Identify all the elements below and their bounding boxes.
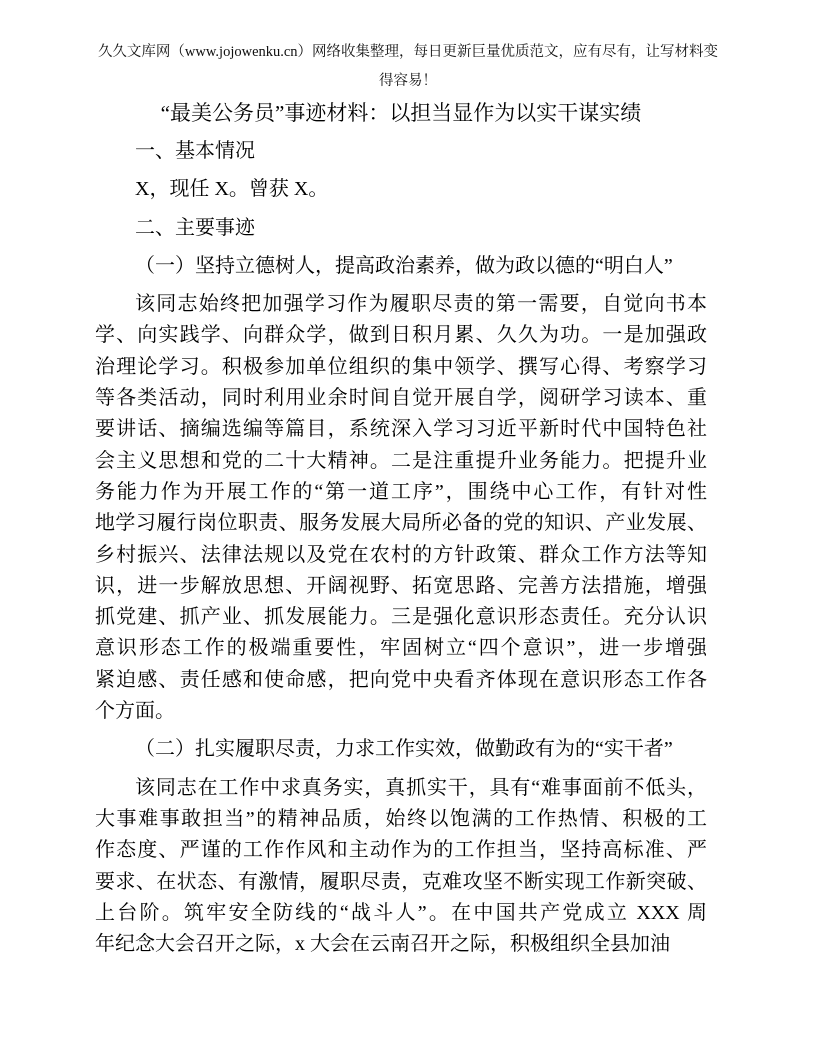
text-line: （一）坚持立德树人，提高政治素养，做为政以德的“明白人”: [135, 254, 673, 277]
text-line: 会主义思想和党的二十大精神。二是注重提升业务能力。把提升业: [95, 449, 707, 472]
text-line: 年纪念大会召开之际，x 大会在云南召开之际，积极组织全县加油: [95, 933, 670, 956]
site-watermark-header: [68, 38, 748, 96]
text-line: 该同志始终把加强学习作为履职尽责的第一需要，自觉向书本: [135, 293, 707, 316]
text-line: 上台阶。筑牢安全防线的“战斗人”。在中国共产党成立 XXX 周: [95, 901, 707, 924]
text-line: 一、基本情况: [135, 140, 255, 162]
text-line: 学、向实践学、向群众学，做到日积月累、久久为功。一是加强政: [95, 324, 707, 347]
text-line: 务能力作为开展工作的“第一道工序”，围绕中心工作，有针对性: [95, 480, 707, 503]
section-heading: [95, 136, 707, 167]
text-line: 二、主要事迹: [135, 216, 255, 239]
text-line: 地学习履行岗位职责、服务发展大局所必备的党的知识、产业发展、: [95, 512, 707, 535]
paragraph: [95, 289, 707, 727]
section-heading: [95, 213, 707, 244]
text-line: 要讲话、摘编选编等篇目，系统深入学习习近平新时代中国特色社: [95, 418, 707, 441]
document-column: [95, 98, 707, 960]
text-line: X，现任 X。曾获 X。: [135, 178, 329, 201]
watermark-line: 得容易！: [379, 73, 437, 89]
text-line: 抓党建、抓产业、抓发展能力。三是强化意识形态责任。充分认识: [95, 606, 707, 629]
text-paragraph: [95, 174, 707, 205]
text-line: 紧迫感、责任感和使命感，把向党中央看齐体现在意识形态工作各: [95, 668, 707, 691]
paragraph: [95, 773, 707, 961]
text-line: 乡村振兴、法律法规以及党在农村的方针政策、群众工作方法等知: [95, 543, 707, 566]
text-line: （二）扎实履职尽责，力求工作实效，做勤政有为的“实干者”: [135, 738, 673, 761]
text-line: 个方面。: [95, 700, 175, 723]
document-title: “最美公务员”事迹材料：以担当显作为以实干谋实绩: [160, 101, 642, 125]
section-heading: [95, 734, 707, 765]
text-line: 作态度、严谨的工作作风和主动作为的工作担当，坚持高标准、严: [95, 839, 707, 862]
watermark-line: 久久文库网（www.jojowenku.cn）网络收集整理，每日更新巨量优质范文，应有尽有，让写材料变: [97, 44, 719, 60]
text-line: 大事难事敢担当”的精神品质，始终以饱满的工作热情、积极的工: [95, 807, 707, 830]
text-line: 该同志在工作中求真务实，真抓实干，具有“难事面前不低头，: [135, 776, 707, 799]
document-body: [95, 136, 707, 960]
text-line: 要求、在状态、有激情，履职尽责，克难攻坚不断实现工作新突破、: [95, 870, 707, 893]
text-line: 等各类活动，同时利用业余时间自觉开展自学，阅研学习读本、重: [95, 387, 707, 410]
text-line: 意识形态工作的极端重要性，牢固树立“四个意识”，进一步增强: [95, 637, 707, 660]
section-heading: [95, 251, 707, 282]
text-line: 识，进一步解放思想、开阔视野、拓宽思路、完善方法措施，增强: [95, 574, 707, 597]
text-line: 治理论学习。积极参加单位组织的集中领学、撰写心得、考察学习: [95, 355, 707, 378]
